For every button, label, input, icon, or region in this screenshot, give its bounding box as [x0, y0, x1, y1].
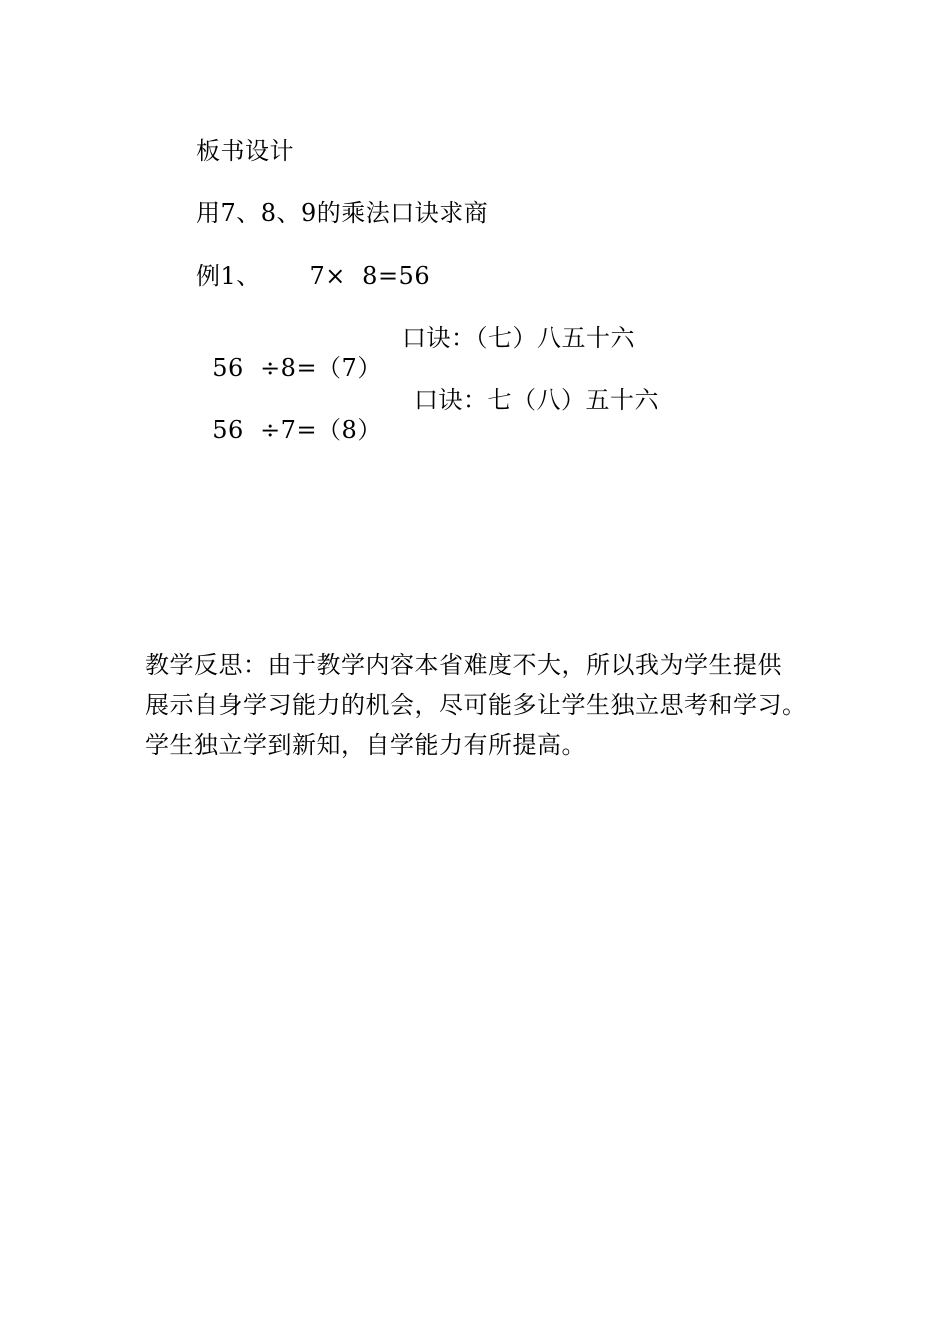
lesson-subject: 用7、8、9的乘法口诀求商 [196, 199, 489, 227]
division-row-2 [196, 385, 659, 475]
example-equation: 例1、 7× 8=56 [196, 262, 431, 290]
reflection-line-2: 展示自身学习能力的机会，尽可能多让学生独立思考和学习。 [145, 691, 807, 719]
reflection-line-3: 学生独立学到新知，自学能力有所提高。 [145, 731, 586, 759]
division-equation-1: 56 ÷8=（7） [212, 354, 382, 382]
board-design-heading: 板书设计 [196, 137, 294, 165]
division-equation-2: 56 ÷7=（8） [212, 416, 382, 444]
multiplication-rhyme-1: 口诀：（七）八五十六 [402, 324, 635, 352]
multiplication-rhyme-2: 口诀：七（八）五十六 [414, 386, 659, 414]
teaching-reflection [145, 645, 845, 765]
reflection-line-1: 教学反思：由于教学内容本省难度不大，所以我为学生提供 [145, 651, 782, 679]
